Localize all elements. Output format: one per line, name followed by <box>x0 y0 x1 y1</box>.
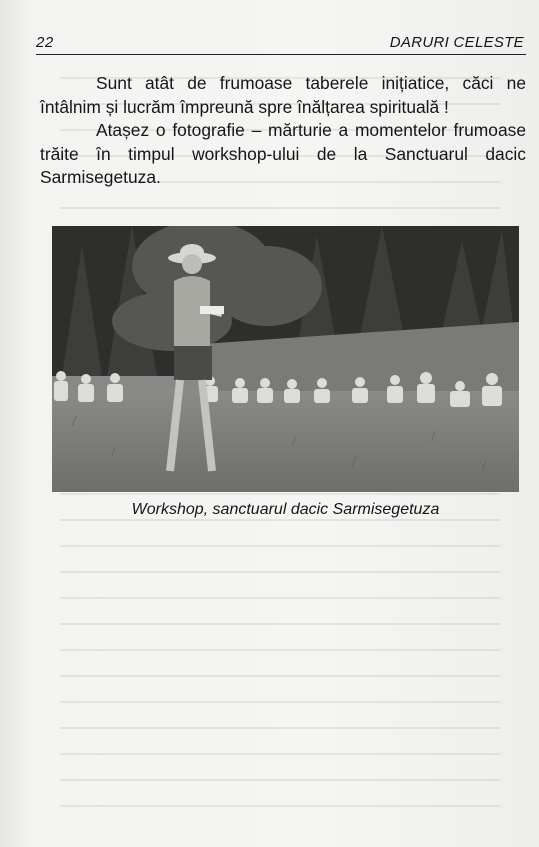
paragraph-1: Sunt atât de frumoase taberele inițiatice, căci ne întâlnim și lucrăm împreună spre înălțarea spirituală ! <box>40 73 526 117</box>
paragraph-2: Atașez o fotografie – mărturie a momentelor frumoase trăite în timpul workshop-ului de la Sanctuarul dacic Sarmisegetuza. <box>40 120 526 187</box>
body-text <box>40 72 526 190</box>
photo-caption: Workshop, sanctuarul dacic Sarmisegetuza <box>131 501 440 518</box>
page-number: 22 <box>36 34 54 51</box>
meadow <box>52 391 519 492</box>
running-title: DARURI CELESTE <box>389 34 524 51</box>
page-header <box>36 34 526 55</box>
photo-illustration <box>52 226 519 492</box>
workshop-photo <box>52 226 519 492</box>
